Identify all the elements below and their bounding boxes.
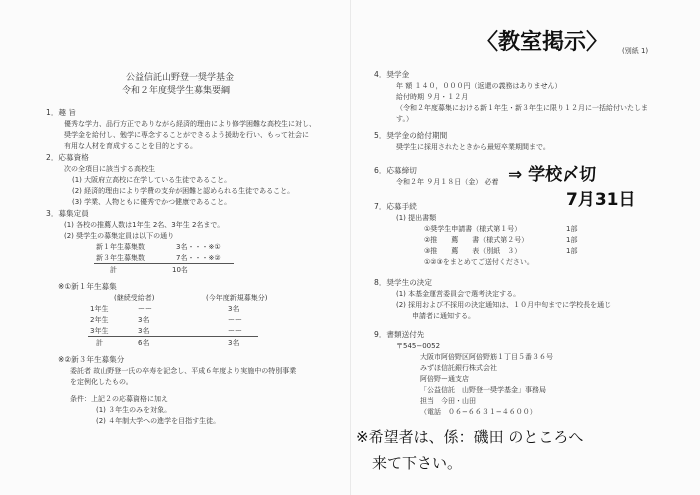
section-9-heading: 9．書類送付先 bbox=[374, 330, 425, 339]
address-line: みずほ信託銀行株式会社 bbox=[420, 364, 497, 372]
handwritten-footer-note: 来て下さい。 bbox=[372, 454, 463, 472]
note-1-row-a: 3名 bbox=[138, 316, 150, 324]
section-3-item: (2) 奨学生の募集定員は以下の通り bbox=[64, 232, 175, 240]
note-1-row-b: 3名 bbox=[228, 305, 240, 313]
document-name: ②推 薦 書（様式第２号） bbox=[424, 236, 529, 244]
section-2-heading: 2．応募資格 bbox=[46, 153, 89, 162]
section-4-note: （令和２年度募集における新１年生・新３年生に限り１２月に一括給付いたしま bbox=[396, 104, 648, 112]
address-line: 阿倍野ー通支店 bbox=[420, 375, 469, 383]
section-8-heading: 8．奨学生の決定 bbox=[374, 278, 432, 287]
section-5-heading: 5．奨学金の給付期間 bbox=[374, 131, 448, 140]
note-1-row-b: ーー bbox=[228, 316, 242, 324]
handwritten-deadline-date: 7月31日 bbox=[566, 190, 636, 210]
address-line: 「公益信託 山野登一奨学基金」事務局 bbox=[420, 386, 546, 394]
section-7-heading: 7．応募手続 bbox=[374, 202, 417, 211]
section-4-timing: 給付時期 ９月・１２月 bbox=[396, 93, 469, 101]
handwritten-classroom-notice: 〈教室掲示〉 bbox=[476, 30, 609, 55]
document-name: ③推 薦 表（別紙 ３） bbox=[424, 247, 522, 255]
section-1-line: 有用な人材を育成することを目的とする。 bbox=[64, 142, 197, 150]
doc-title-foundation: 公益信託山野登一奨学基金 bbox=[126, 73, 235, 83]
section-8-line: 申請者に通知する。 bbox=[412, 312, 475, 320]
note-1-row-b: ーー bbox=[228, 327, 242, 335]
section-6-deadline: 令和２年 ９月１８日（金） 必着 bbox=[396, 178, 499, 186]
note-1-col-header: (今年度新規募集分) bbox=[206, 294, 268, 302]
section-3-item: (1) 各校の推薦人数は1年生 2名、3年生 2名まで。 bbox=[64, 221, 225, 229]
contact-phone: （電話 ０６−６６３１−４６００） bbox=[420, 408, 537, 416]
note-2-item: (1) ３年生のみを対象。 bbox=[96, 406, 172, 414]
note-2-heading: ※②新３年生募集分 bbox=[58, 355, 125, 364]
quota-row-label: 新３年生募集数 bbox=[96, 254, 145, 262]
quota-row-value: 10名 bbox=[172, 266, 188, 274]
fold-line bbox=[350, 0, 351, 495]
section-4-heading: 4．奨学金 bbox=[374, 70, 410, 79]
note-1-heading: ※①新１年生募集 bbox=[58, 282, 117, 291]
note-1-row-label: 2年生 bbox=[90, 316, 109, 324]
note-1-row-label: 計 bbox=[96, 339, 103, 347]
note-1-row-label: 3年生 bbox=[90, 327, 109, 335]
section-4-note: す。） bbox=[396, 115, 413, 123]
address-line: 担当 今田・山田 bbox=[420, 397, 476, 405]
handwritten-school-deadline: ⇒ 学校〆切 bbox=[508, 165, 597, 185]
section-2-item: (1) 大阪府立高校に在学している生徒であること。 bbox=[72, 176, 232, 184]
note-2-line: 委託者 故山野登一氏の卒寿を記念し、平成６年度より実施中の特別事業 bbox=[70, 367, 297, 375]
quota-row-value: 3名・・・※① bbox=[176, 243, 221, 251]
section-2-item: (3) 学業、人物ともに優秀でかつ健康であること。 bbox=[72, 198, 232, 206]
note-1-row-a: ーー bbox=[138, 305, 152, 313]
section-7-sub: (1) 提出書類 bbox=[396, 214, 437, 222]
section-1-line: 優秀な学力、品行方正でありながら経済的理由により修学困難な高校生に対し、 bbox=[64, 120, 316, 128]
note-1-underline bbox=[88, 336, 258, 337]
document-count: 1部 bbox=[566, 247, 578, 255]
section-3-heading: 3．募集定員 bbox=[46, 209, 89, 218]
note-1-row-a: 6名 bbox=[138, 339, 150, 347]
note-1-row-label: 1年生 bbox=[90, 305, 109, 313]
annex-label: (別紙 1) bbox=[622, 47, 649, 55]
quota-row-label: 新１年生募集数 bbox=[96, 243, 145, 251]
section-8-line: (1) 本基金運営委員会で選考決定する。 bbox=[396, 290, 521, 298]
section-8-line: (2) 採用および不採用の決定通知は、１０月中旬までに学校長を通じ bbox=[396, 301, 612, 309]
postal-code: 〒545−0052 bbox=[396, 342, 441, 350]
document-count: 1部 bbox=[566, 225, 578, 233]
note-2-condition: 条件：上記２の応募資格に加え bbox=[70, 395, 168, 403]
document-count: 1部 bbox=[566, 236, 578, 244]
quota-underline bbox=[94, 263, 234, 264]
address-line: 大阪市阿倍野区阿倍野筋１丁目５番３６号 bbox=[420, 353, 553, 361]
doc-title-main: 令和２年度奨学生募集要綱 bbox=[122, 86, 231, 96]
section-2-item: (2) 経済的理由により学費の支弁が困難と認められる生徒であること。 bbox=[72, 187, 295, 195]
note-2-item: (2) ４年制大学への進学を目指す生徒。 bbox=[96, 417, 221, 425]
note-1-col-header: (継続受給者) bbox=[114, 294, 155, 302]
section-4-amount: 年 額 １４０，０００円（返還の義務はありません） bbox=[396, 82, 562, 90]
section-2-intro: 次の全項目に該当する高校生 bbox=[64, 165, 155, 173]
quota-row-value: 7名・・・※② bbox=[176, 254, 221, 262]
quota-row-label: 計 bbox=[110, 266, 117, 274]
note-2-line: を定例化したもの。 bbox=[70, 378, 133, 386]
section-1-line: 奨学金を給付し、勉学に専念することができるよう援助を行い、もって社会に bbox=[64, 131, 309, 139]
section-6-heading: 6．応募締切 bbox=[374, 166, 417, 175]
note-1-row-b: 3名 bbox=[228, 339, 240, 347]
handwritten-footer-note: ※希望者は、係：磯田 のところへ bbox=[356, 428, 584, 446]
document-name: ①奨学生申請書（様式第１号） bbox=[424, 225, 522, 233]
section-7-note: ①②③をまとめてご送付ください。 bbox=[424, 258, 534, 266]
note-1-row-a: 3名 bbox=[138, 327, 150, 335]
section-1-heading: 1．趣 旨 bbox=[46, 108, 77, 117]
section-5-text: 奨学生に採用されたときから最短卒業期間まで。 bbox=[396, 143, 550, 151]
